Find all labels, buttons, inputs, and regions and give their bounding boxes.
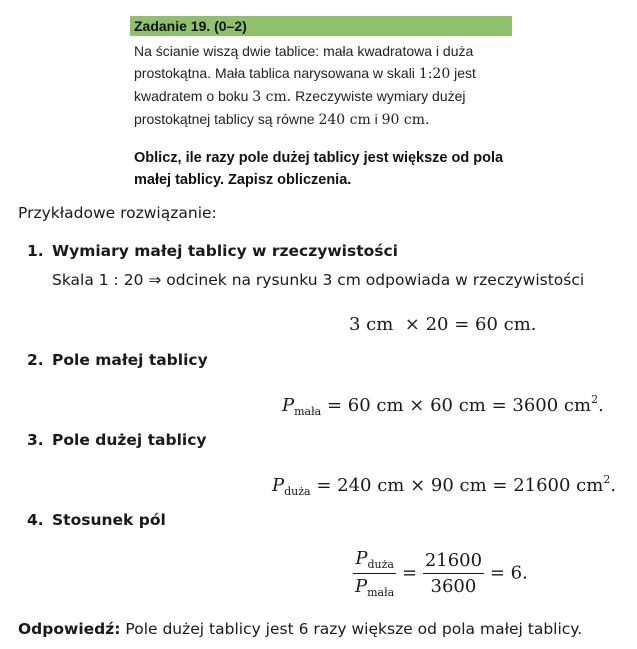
task-line-1: Na ścianie wiszą dwie tablice: mała kwadratowa i duża [134, 43, 474, 59]
step-1-equation: 3 cm × 20 = 60 cm. [349, 314, 537, 335]
task-line-2: prostokątna. Mała tablica narysowana w skali [134, 65, 415, 81]
step-3-number: 3. [27, 431, 44, 449]
task-and: i [374, 111, 378, 127]
subscript: duża [284, 485, 311, 498]
task-side: 3 cm. [252, 89, 292, 105]
step-4-equation [353, 548, 528, 599]
answer-label: Odpowiedź: [18, 620, 121, 638]
task-width: 240 cm [318, 112, 371, 128]
task-header: Zadanie 19. (0–2) [130, 16, 512, 36]
step-3-title: Pole dużej tablicy [52, 431, 207, 449]
equals-sign: = [401, 562, 418, 584]
p-symbol: P [282, 395, 295, 416]
step-4-number: 4. [27, 511, 44, 529]
fraction-numerator [353, 548, 396, 574]
equation-end: = 6. [489, 562, 528, 584]
equation-body: = 60 cm × 60 cm = 3600 cm [321, 395, 592, 416]
task-command [134, 147, 512, 191]
fraction-values [423, 550, 484, 597]
task-box [130, 16, 512, 191]
task-scale: 1:20 [418, 66, 451, 82]
step-1-title: Wymiary małej tablicy w rzeczywistości [52, 242, 398, 260]
fraction-denominator [353, 574, 396, 599]
p-symbol: P [272, 475, 285, 496]
superscript: 2 [591, 393, 599, 406]
task-line-4: prostokątnej tablicy są równe [134, 111, 315, 127]
step-2-equation [282, 393, 604, 418]
task-line-3: kwadratem o boku [134, 88, 249, 104]
task-line-2b: jest [454, 65, 476, 81]
task-command-line-1: Oblicz, ile razy pole dużej tablicy jest większe od pola [134, 150, 504, 166]
fraction-areas [353, 548, 396, 599]
step-2-number: 2. [27, 351, 44, 369]
subscript: mała [294, 405, 322, 418]
equation-end: . [610, 475, 617, 496]
subscript: mała [367, 586, 395, 599]
p-symbol: P [355, 576, 368, 597]
step-1-text: Skala 1 : 20 ⇒ odcinek na rysunku 3 cm odpowiada w rzeczywistości [52, 271, 585, 289]
superscript: 2 [603, 473, 611, 486]
p-symbol: P [355, 548, 368, 569]
subscript: duża [367, 558, 394, 571]
answer-text: Pole dużej tablicy jest 6 razy większe od pola małej tablicy. [120, 620, 583, 638]
step-1-number: 1. [27, 242, 44, 260]
task-line-3b: Rzeczywiste wymiary dużej [295, 88, 466, 104]
fraction-denominator: 3600 [430, 576, 477, 597]
step-3-equation [272, 473, 616, 498]
answer [18, 620, 582, 638]
solution-header: Przykładowe rozwiązanie: [18, 204, 217, 222]
task-command-line-2: małej tablicy. Zapisz obliczenia. [134, 172, 352, 188]
step-2-title: Pole małej tablicy [52, 351, 208, 369]
equation-end: . [598, 395, 604, 416]
task-height: 90 cm. [381, 112, 430, 128]
fraction-numerator: 21600 [423, 550, 484, 574]
step-4-title: Stosunek pól [52, 511, 166, 529]
task-text [134, 40, 512, 131]
equation-body: = 240 cm × 90 cm = 21600 cm [310, 475, 604, 496]
